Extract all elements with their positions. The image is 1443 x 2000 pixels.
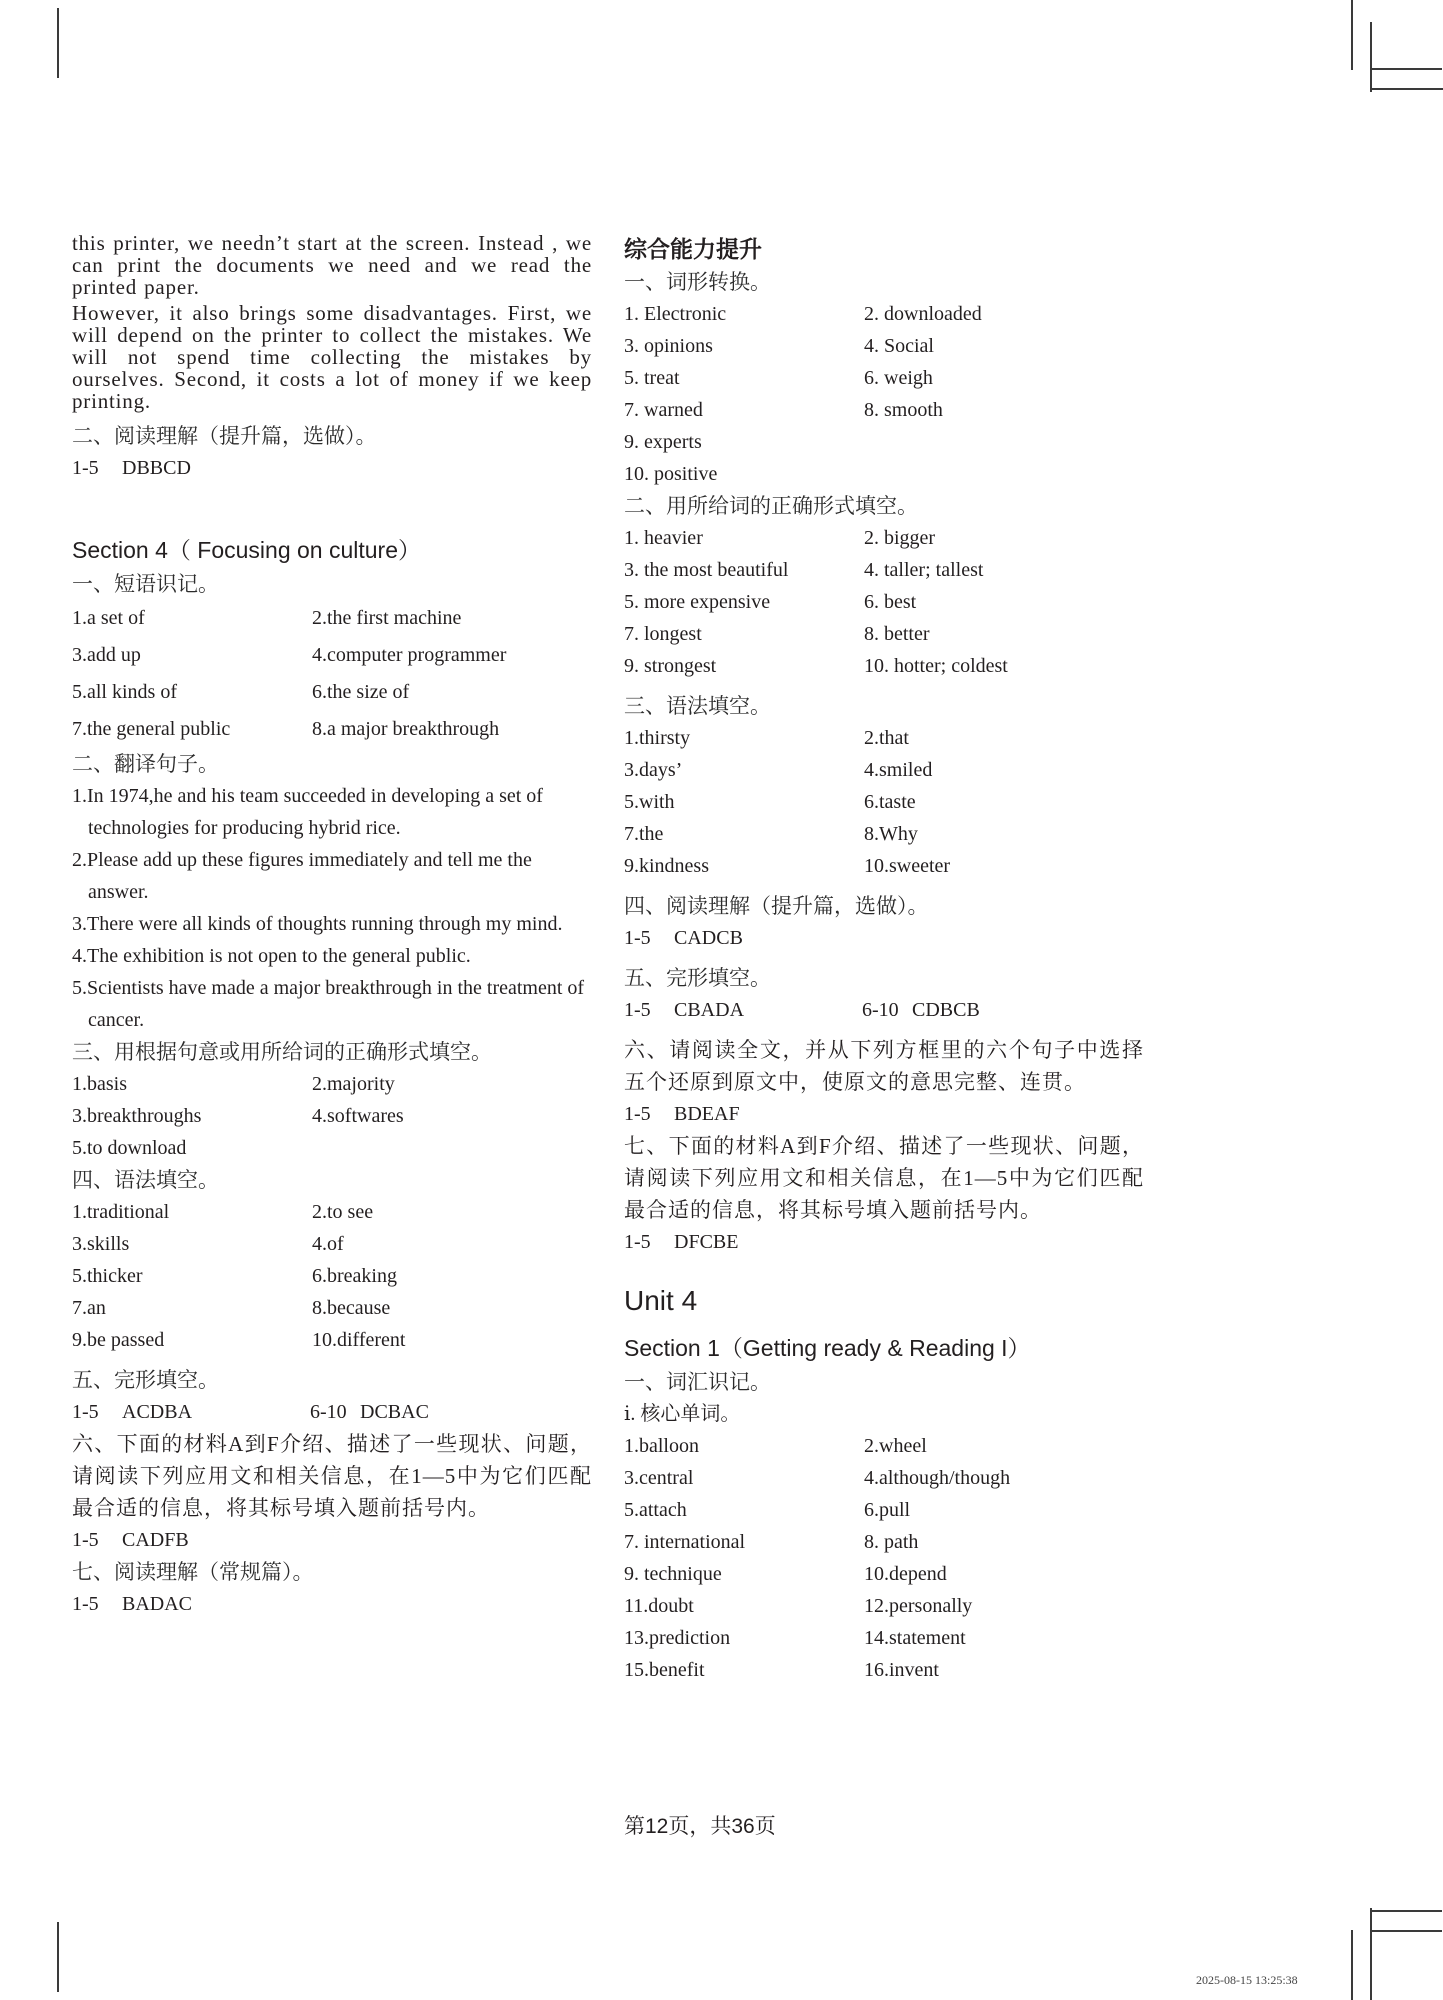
answer-item: 8.a major breakthrough [312, 718, 500, 740]
answer-item: 5.thicker [72, 1265, 143, 1287]
match-answer: 1-5 DFCBE [624, 1231, 739, 1253]
answer-item: 10. hotter; coldest [864, 655, 1008, 677]
left-column [72, 232, 592, 1620]
answer-item: 4.computer programmer [312, 644, 507, 666]
match-answer: 1-5 CADFB [72, 1529, 189, 1551]
crop-mark [57, 1922, 59, 1992]
wordform-grid [72, 1068, 592, 1164]
answer-item: 7.the general public [72, 718, 231, 740]
answer-item: 1.balloon [624, 1435, 699, 1457]
reading2-answer: 1-5 BADAC [72, 1593, 193, 1615]
translation-item: 1.In 1974,he and his team succeeded in developing a set of technologies for producing hybrid rice. [72, 785, 543, 839]
answer-item: 1. heavier [624, 527, 703, 549]
reading-heading: 四、阅读理解（提升篇，选做）。 [624, 894, 929, 918]
answer-item: 8. smooth [864, 399, 943, 421]
answer-item: 7. warned [624, 399, 703, 421]
match-heading: 七、下面的材料A到F介绍、描述了一些现状、问题，请阅读下列应用文和相关信息，在1—5中为它们匹配最合适的信息，将其标号填入题前括号内。 [624, 1134, 1144, 1222]
answer-item: 7. international [624, 1531, 746, 1553]
answer-item: 4. taller; tallest [864, 559, 984, 581]
answer-item: 6.the size of [312, 681, 410, 703]
wf-grid [624, 298, 1144, 490]
answer-item: 5.with [624, 791, 675, 813]
phrases-heading: 一、短语识记。 [72, 572, 219, 596]
answer-item: 3.central [624, 1467, 694, 1489]
cloze-heading: 五、完形填空。 [72, 1368, 219, 1392]
crop-mark [1351, 0, 1353, 70]
answer-item: 6.taste [864, 791, 916, 813]
answer-item: 14.statement [864, 1627, 966, 1649]
answer-item: 5. more expensive [624, 591, 771, 613]
answer-item: 9. strongest [624, 655, 717, 677]
answer-item [864, 426, 1144, 458]
unit-title: Unit 4 [624, 1285, 698, 1316]
reading2-heading: 七、阅读理解（常规篇）。 [72, 1560, 314, 1584]
ability-title: 综合能力提升 [624, 236, 762, 262]
answer-item: 8. path [864, 1531, 919, 1553]
answer-item: 4.softwares [312, 1105, 404, 1127]
phrases-grid [72, 600, 592, 748]
answer-item: 1.basis [72, 1073, 127, 1095]
answer-item: 3. opinions [624, 335, 713, 357]
answer-item: 1.traditional [72, 1201, 170, 1223]
answer-item: 2.wheel [864, 1435, 927, 1457]
grammar-grid [72, 1196, 592, 1356]
answer-item: 3.add up [72, 644, 141, 666]
crop-mark [1372, 68, 1442, 70]
cloze-heading: 五、完形填空。 [624, 966, 771, 990]
grammar-heading: 三、语法填空。 [624, 694, 771, 718]
answer-item: 2.to see [312, 1201, 374, 1223]
answer-item: 4. Social [864, 335, 934, 357]
answer-item: 2.majority [312, 1073, 395, 1095]
grammar-heading: 四、语法填空。 [72, 1168, 219, 1192]
answer-item: 1. Electronic [624, 303, 727, 325]
crop-mark [1370, 22, 1372, 92]
intro-paragraph: However, it also brings some disadvantages. First, we will depend on the printer to collect the mistakes. We will not spend time collecting the mistakes by ourselves. Second, it costs a lot of money if we keep printing. [72, 301, 592, 413]
match-heading: 六、下面的材料A到F介绍、描述了一些现状、问题，请阅读下列应用文和相关信息，在1—5中为它们匹配最合适的信息，将其标号填入题前括号内。 [72, 1432, 592, 1520]
answer-item: 10.depend [864, 1563, 947, 1585]
answer-item: 2. bigger [864, 527, 936, 549]
answer-item: 4.although/though [864, 1467, 1011, 1489]
answer-item: 9.be passed [72, 1329, 165, 1351]
answer-item [864, 458, 1144, 490]
vocab-heading: 一、词汇识记。 [624, 1370, 771, 1394]
answer-item: 6. best [864, 591, 917, 613]
answer-item: 4.of [312, 1233, 344, 1255]
answer-item: 1.a set of [72, 607, 145, 629]
answer-item: 12.personally [864, 1595, 973, 1617]
answer-item: 7. longest [624, 623, 702, 645]
answer-item: 3.breakthroughs [72, 1105, 202, 1127]
translation-item: 4.The exhibition is not open to the general public. [72, 945, 471, 967]
fill-heading: 二、用所给词的正确形式填空。 [624, 494, 918, 518]
answer-item: 2.that [864, 727, 909, 749]
answer-item: 10. positive [624, 463, 718, 485]
answer-item: 9. technique [624, 1563, 722, 1585]
seven-answer: 1-5 BDEAF [624, 1103, 740, 1125]
crop-mark [1370, 1908, 1372, 2000]
cloze-answer: 1-5 CBADA 6-10 CDBCB [624, 999, 980, 1021]
answer-item: 4.smiled [864, 759, 933, 781]
core-heading: ⅰ. 核心单词。 [624, 1403, 741, 1425]
translate-heading: 二、翻译句子。 [72, 752, 219, 776]
answer-item: 11.doubt [624, 1595, 694, 1617]
right-column [624, 232, 1144, 1686]
answer-item: 6. weigh [864, 367, 933, 389]
answer-item: 5.attach [624, 1499, 687, 1521]
translation-item: 3.There were all kinds of thoughts running through my mind. [72, 913, 563, 935]
answer-item: 5.to download [72, 1137, 187, 1159]
grammar-grid [624, 722, 1144, 882]
core-grid [624, 1430, 1144, 1686]
answer-item: 16.invent [864, 1659, 939, 1681]
answer-item: 2. downloaded [864, 303, 982, 325]
answer-item: 3.days’ [624, 759, 683, 781]
answer-item: 1.thirsty [624, 727, 691, 749]
answer-item: 15.benefit [624, 1659, 705, 1681]
answer-item: 13.prediction [624, 1627, 731, 1649]
reading-heading: 二、阅读理解（提升篇，选做）。 [72, 424, 377, 448]
answer-item: 7.an [72, 1297, 106, 1319]
answer-item: 9. experts [624, 431, 702, 453]
wordform-heading: 三、用根据句意或用所给词的正确形式填空。 [72, 1040, 492, 1064]
reading-answer: 1-5 CADCB [624, 927, 743, 949]
crop-mark [1351, 1930, 1353, 2000]
section1-title: Section 1（Getting ready & Reading I） [624, 1335, 1031, 1361]
answer-item: 10.different [312, 1329, 406, 1351]
translation-item: 2.Please add up these figures immediately and tell me the answer. [72, 849, 532, 903]
answer-item: 9.kindness [624, 855, 709, 877]
answer-item: 8.because [312, 1297, 391, 1319]
crop-mark [1372, 1910, 1442, 1912]
answer-item: 10.sweeter [864, 855, 951, 877]
answer-item: 3.skills [72, 1233, 130, 1255]
answer-item: 7.the [624, 823, 664, 845]
section4-title: Section 4（ Focusing on culture） [72, 537, 422, 563]
cloze-answer: 1-5 ACDBA 6-10 DCBAC [72, 1401, 429, 1423]
answer-item: 6.pull [864, 1499, 911, 1521]
answer-item: 5. treat [624, 367, 680, 389]
answer-item: 2.the first machine [312, 607, 462, 629]
fill-grid [624, 522, 1144, 682]
page-number: 第12页，共36页 [624, 1815, 776, 1838]
intro-paragraph: this printer, we needn’t start at the screen. Instead , we can print the documents we need and we read the printed paper. [72, 231, 592, 299]
reading-answer: 1-5 DBBCD [72, 457, 191, 479]
crop-mark [1372, 1930, 1442, 1932]
timestamp: 2025-08-15 13:25:38 [1196, 1973, 1298, 1987]
wf-heading: 一、词形转换。 [624, 270, 771, 294]
answer-item: 8.Why [864, 823, 918, 845]
answer-item: 6.breaking [312, 1265, 397, 1287]
crop-mark [57, 8, 59, 78]
translation-item: 5.Scientists have made a major breakthrough in the treatment of cancer. [72, 977, 585, 1031]
answer-item: 3. the most beautiful [624, 559, 789, 581]
answer-item: 8. better [864, 623, 930, 645]
crop-mark [1370, 88, 1443, 90]
seven-heading: 六、请阅读全文，并从下列方框里的六个句子中选择五个还原到原文中，使原文的意思完整、连贯。 [624, 1038, 1144, 1094]
answer-item: 5.all kinds of [72, 681, 177, 703]
